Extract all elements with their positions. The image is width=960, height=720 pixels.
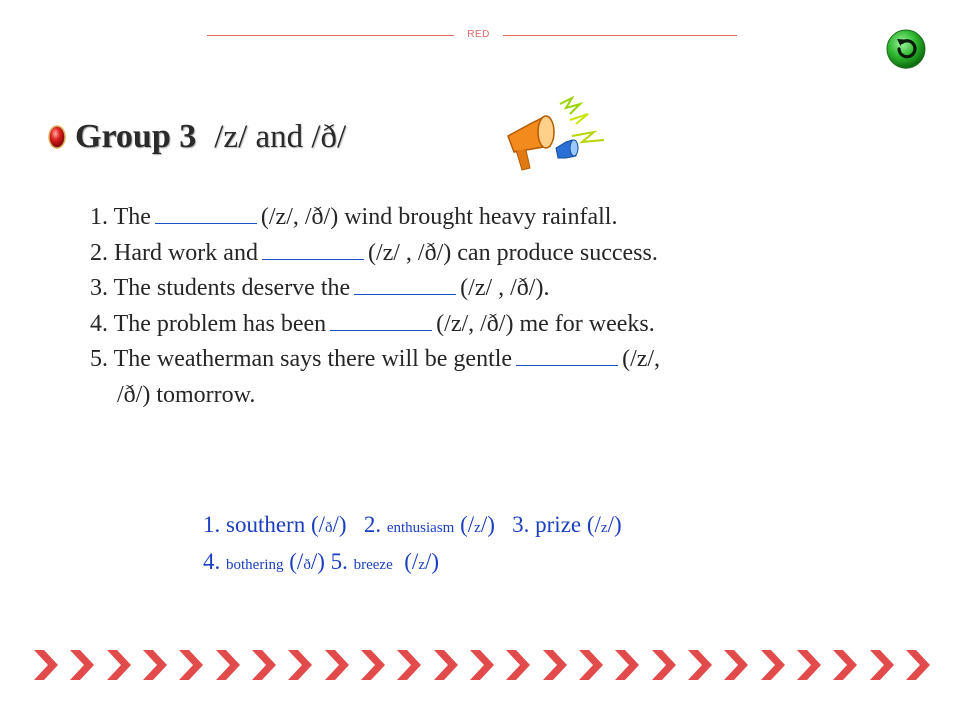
question-text: 3. The students deserve the bbox=[90, 275, 351, 301]
answer-number: 5. bbox=[330, 549, 348, 574]
chevron-right-icon bbox=[611, 648, 643, 682]
title-phonemes: /z/ and /ð/ bbox=[214, 118, 347, 155]
answer-number: 4. bbox=[203, 549, 221, 574]
question-text: 4. The problem has been bbox=[90, 310, 327, 337]
answer-blank bbox=[262, 237, 364, 260]
answer-line: 1. southern (/ð/) 2. enthusiasm (/z/) 3. prize (/z/) bbox=[203, 512, 622, 537]
header-rule-left bbox=[207, 35, 454, 36]
chevron-right-icon bbox=[902, 648, 934, 682]
chevron-right-icon bbox=[539, 648, 571, 682]
answer-word: breeze bbox=[353, 557, 393, 573]
chevron-right-icon bbox=[793, 648, 825, 682]
question-item bbox=[90, 236, 790, 272]
footer-chevron-row bbox=[30, 648, 934, 682]
chevron-right-icon bbox=[684, 648, 716, 682]
answer-blank bbox=[330, 308, 432, 331]
page-title bbox=[47, 117, 346, 157]
question-item bbox=[90, 342, 790, 378]
chevron-right-icon bbox=[139, 648, 171, 682]
answer-line: 4. bothering (/ð/) 5. breeze (/z/) bbox=[203, 549, 440, 574]
chevron-right-icon bbox=[829, 648, 861, 682]
chevron-right-icon bbox=[66, 648, 98, 682]
answer-phoneme: z bbox=[474, 520, 481, 536]
chevron-right-icon bbox=[575, 648, 607, 682]
red-gem-bullet-icon bbox=[47, 124, 67, 150]
question-item bbox=[90, 307, 790, 343]
header-rule-right bbox=[503, 35, 737, 36]
chevron-right-icon bbox=[720, 648, 752, 682]
chevron-right-icon bbox=[466, 648, 498, 682]
title-group: Group 3 bbox=[75, 118, 197, 155]
chevron-right-icon bbox=[175, 648, 207, 682]
question-text: 2. Hard work and bbox=[90, 239, 258, 266]
answer-number: 2. bbox=[363, 512, 382, 537]
chevron-right-icon bbox=[648, 648, 680, 682]
answer-key bbox=[203, 508, 763, 582]
question-options: (/z/, bbox=[622, 346, 661, 372]
chevron-right-icon bbox=[284, 648, 316, 682]
chevron-right-icon bbox=[393, 648, 425, 682]
question-options: (/z/ , /ð/). bbox=[460, 275, 550, 301]
question-options: (/z/, /ð/) wind brought heavy rainfall. bbox=[260, 204, 618, 230]
chevron-right-icon bbox=[212, 648, 244, 682]
chevron-right-icon bbox=[321, 648, 353, 682]
question-options: (/z/, /ð/) me for weeks. bbox=[436, 310, 655, 337]
answer-phoneme: z bbox=[418, 557, 425, 573]
back-button[interactable] bbox=[885, 28, 927, 70]
answer-phoneme: ð bbox=[303, 557, 311, 573]
chevron-right-icon bbox=[866, 648, 898, 682]
answer-number: 1. bbox=[203, 512, 221, 537]
answer-word: southern bbox=[226, 512, 306, 537]
question-item bbox=[90, 271, 790, 307]
question-list bbox=[90, 200, 790, 413]
question-continuation: /ð/) tomorrow. bbox=[117, 381, 256, 408]
answer-word: bothering bbox=[226, 557, 284, 573]
answer-phoneme: ð bbox=[325, 520, 333, 536]
answer-word: enthusiasm bbox=[386, 520, 455, 536]
answer-word: prize bbox=[535, 512, 582, 537]
chevron-right-icon bbox=[502, 648, 534, 682]
question-text: 1. The bbox=[90, 204, 151, 230]
answer-blank bbox=[354, 272, 456, 295]
chevron-right-icon bbox=[248, 648, 280, 682]
chevron-right-icon bbox=[30, 648, 62, 682]
chevron-right-icon bbox=[430, 648, 462, 682]
return-arrow-icon bbox=[885, 28, 927, 70]
answer-blank bbox=[516, 343, 618, 366]
chevron-right-icon bbox=[103, 648, 135, 682]
question-text: 5. The weatherman says there will be gentle bbox=[90, 346, 513, 372]
answer-number: 3. bbox=[512, 512, 530, 537]
answer-phoneme: z bbox=[600, 520, 608, 536]
header-label: RED bbox=[467, 29, 490, 40]
question-options: (/z/ , /ð/) can produce success. bbox=[367, 239, 658, 266]
question-item bbox=[90, 200, 790, 236]
chevron-right-icon bbox=[757, 648, 789, 682]
chevron-right-icon bbox=[357, 648, 389, 682]
answer-blank bbox=[155, 201, 257, 224]
megaphone-icon bbox=[500, 96, 612, 176]
